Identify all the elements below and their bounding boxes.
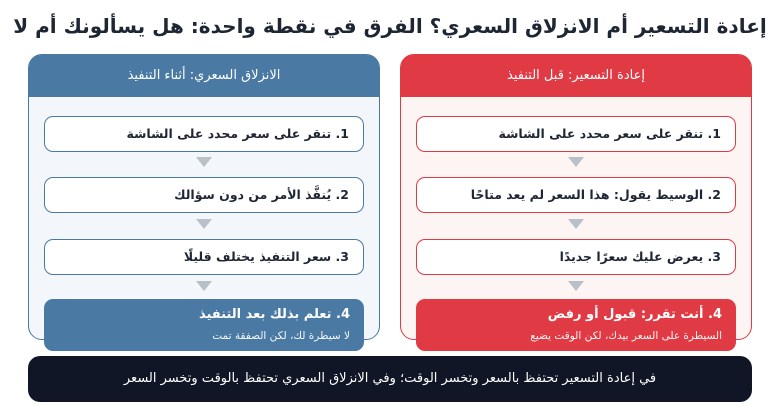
requote-step-2: 2. الوسيط يقول: هذا السعر لم يعد متاحًا xyxy=(416,177,736,213)
slippage-final-subtitle: لا سيطرة لك، لكن الصفقة تمت xyxy=(212,330,350,342)
slippage-panel xyxy=(28,54,380,340)
requote-header: إعادة التسعير: قبل التنفيذ xyxy=(401,55,751,97)
requote-final-step xyxy=(416,299,736,351)
down-arrow-icon xyxy=(568,219,584,229)
requote-final-subtitle: السيطرة على السعر بيدك، لكن الوقت يضيع xyxy=(530,330,722,342)
page-title: إعادة التسعير أم الانزلاق السعري؟ الفرق في نقطة واحدة: هل يسألونك أم لا xyxy=(13,14,767,38)
requote-step-3: 3. يعرض عليك سعرًا جديدًا xyxy=(416,239,736,275)
requote-final-title: 4. أنت تقرر: قبول أو رفض xyxy=(547,307,722,322)
summary-banner: في إعادة التسعير تحتفظ بالسعر وتخسر الوقت؛ وفي الانزلاق السعري تحتفظ بالوقت وتخسر السعر xyxy=(28,356,752,402)
slippage-step-2: 2. يُنفَّذ الأمر من دون سؤالك xyxy=(44,177,364,213)
requote-panel xyxy=(400,54,752,340)
slippage-final-step xyxy=(44,299,364,351)
down-arrow-icon xyxy=(196,281,212,291)
slippage-step-3: 3. سعر التنفيذ يختلف قليلًا xyxy=(44,239,364,275)
slippage-header: الانزلاق السعري: أثناء التنفيذ xyxy=(29,55,379,97)
requote-step-1: 1. تنقر على سعر محدد على الشاشة xyxy=(416,116,736,152)
down-arrow-icon xyxy=(196,219,212,229)
down-arrow-icon xyxy=(196,157,212,167)
down-arrow-icon xyxy=(568,281,584,291)
slippage-final-title: 4. تعلم بذلك بعد التنفيذ xyxy=(198,307,350,322)
slippage-step-1: 1. تنقر على سعر محدد على الشاشة xyxy=(44,116,364,152)
down-arrow-icon xyxy=(568,157,584,167)
